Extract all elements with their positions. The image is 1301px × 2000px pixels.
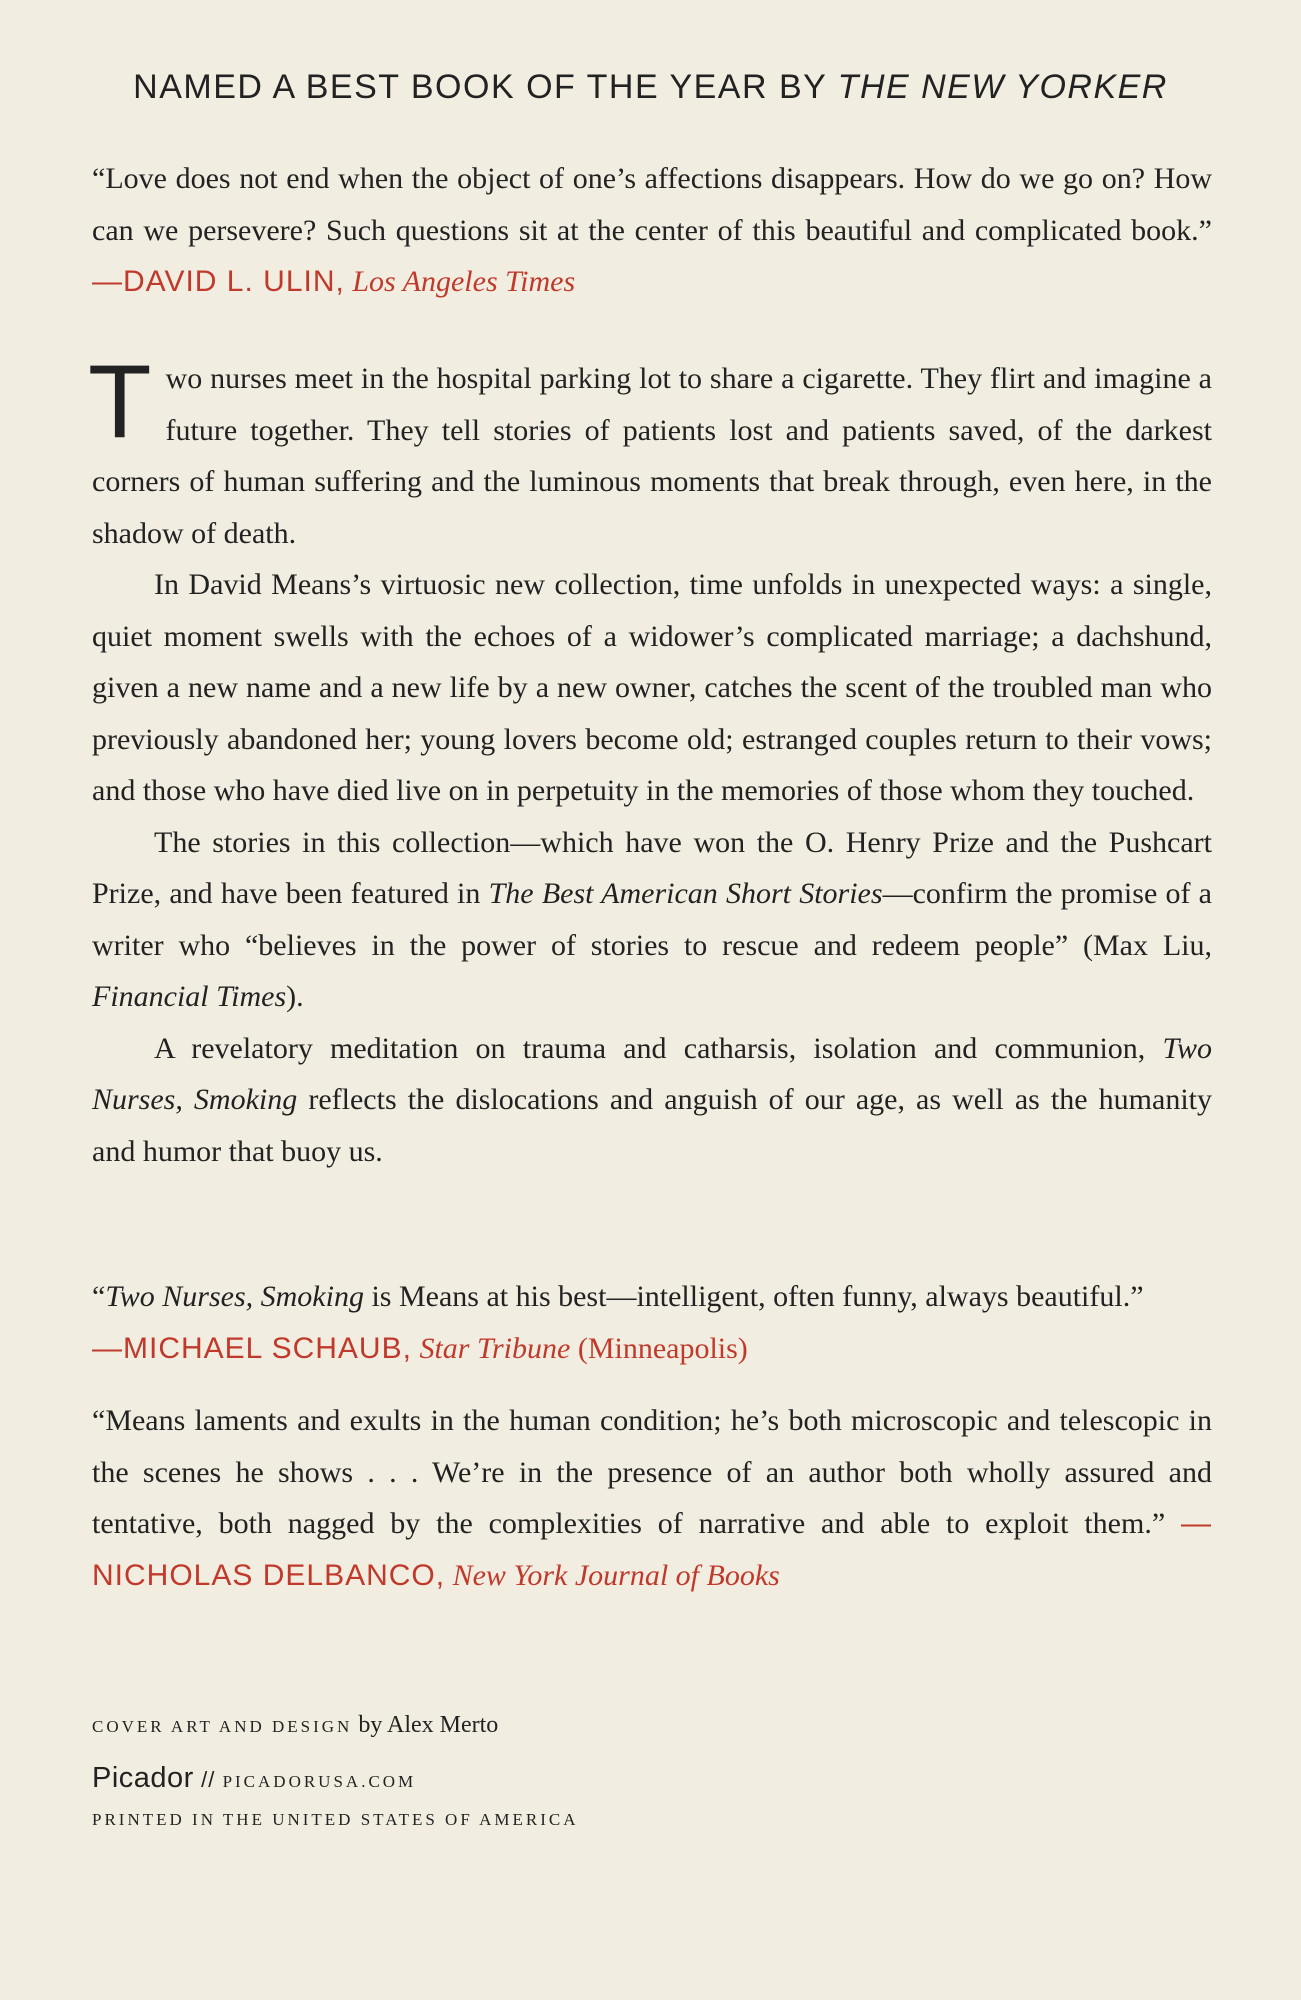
publisher-name: Picador bbox=[92, 1762, 194, 1794]
cover-credit bbox=[92, 1712, 992, 1739]
description-paragraph-3 bbox=[92, 817, 1212, 1023]
blurb-schaub-source: Star Tribune bbox=[419, 1331, 571, 1365]
cover-credit-by: by Alex Merto bbox=[358, 1712, 499, 1738]
blurb-ulin-source: Los Angeles Times bbox=[352, 265, 576, 298]
blurb-schaub-open: “ bbox=[92, 1280, 106, 1313]
drop-cap: T bbox=[88, 344, 152, 460]
book-description bbox=[88, 344, 1212, 1177]
printed-in: PRINTED IN THE UNITED STATES OF AMERICA bbox=[92, 1810, 579, 1829]
award-banner bbox=[0, 68, 1301, 107]
description-paragraph-2: In David Means’s virtuosic new collection, time unfolds in unexpected ways: a single, quiet moment swells with the echoes of a widower’s complicated marriage; a dachshund, given a new name and a new life by a new owner, catches the scent of the troubled man who previously abandoned her; young lovers become old; estranged couples return to their vows; and those who have died live on in perpetuity in the memories of those whom they touched. bbox=[92, 568, 1212, 807]
blurb-schaub-location: (Minneapolis) bbox=[577, 1331, 748, 1365]
description-p4-title: Two Nurses, Smoking bbox=[92, 1031, 1212, 1116]
publisher-line bbox=[92, 1762, 992, 1795]
cover-credit-label: COVER ART AND DESIGN bbox=[92, 1717, 353, 1736]
description-p3-b: —confirm the promise of a writer who “believes in the power of stories to rescue and redeem people” (Max Liu, bbox=[92, 877, 1212, 962]
award-banner-prefix: NAMED A BEST BOOK OF THE YEAR BY bbox=[133, 68, 838, 106]
description-p3-source: Financial Times bbox=[92, 980, 287, 1013]
blurb-ulin-text: “Love does not end when the object of one’s affections disappears. How do we go on? How can we persevere? Such questions sit at the center of this beautiful and complicated book.” bbox=[92, 162, 1212, 247]
award-publication: THE NEW YORKER bbox=[837, 68, 1168, 106]
description-p1-text: wo nurses meet in the hospital parking lot to share a cigarette. They flirt and imagine a future together. They tell stories of patients lost and patients saved, of the darkest corners of human suffering and the luminous moments that break through, even here, in the shadow of death. bbox=[92, 362, 1212, 550]
description-p4-b: reflects the dislocations and anguish of our age, as well as the humanity and humor that buoy us. bbox=[92, 1083, 1212, 1168]
blurb-ulin-author: —DAVID L. ULIN, bbox=[92, 265, 345, 298]
blurb-delbanco-author: —NICHOLAS DELBANCO, bbox=[92, 1507, 1212, 1592]
blurb-schaub-author: —MICHAEL SCHAUB, bbox=[92, 1331, 412, 1365]
description-paragraph-4 bbox=[92, 1023, 1212, 1178]
description-p3-a: The stories in this collection—which have won the O. Henry Prize and the Pushcart Prize, and have been featured in bbox=[92, 825, 1212, 910]
printed-line bbox=[92, 1810, 992, 1830]
description-p4-a: A revelatory meditation on trauma and catharsis, isolation and communion, bbox=[154, 1031, 1163, 1065]
publisher-separator: // bbox=[201, 1767, 216, 1792]
description-p3-c: ). bbox=[286, 980, 304, 1013]
blurb-schaub-title: Two Nurses, Smoking bbox=[105, 1280, 364, 1313]
blurb-schaub bbox=[92, 1271, 1212, 1374]
blurb-ulin bbox=[92, 153, 1212, 308]
blurb-schaub-text: is Means at his best—intelligent, often funny, always beautiful.” bbox=[363, 1280, 1144, 1313]
blurb-delbanco bbox=[92, 1395, 1212, 1601]
description-p3-title: The Best American Short Stories bbox=[488, 877, 883, 910]
description-paragraph-1 bbox=[88, 344, 1212, 559]
blurb-delbanco-text: “Means laments and exults in the human condition; he’s both microscopic and telescopic in the scenes he shows . . . We’re in the presence of an author both wholly assured and tentative, both nagged by the complexities of narrative and able to exploit them.” bbox=[92, 1404, 1212, 1540]
publisher-website[interactable]: PICADORUSA.COM bbox=[222, 1772, 417, 1791]
blurb-delbanco-source: New York Journal of Books bbox=[452, 1558, 780, 1592]
